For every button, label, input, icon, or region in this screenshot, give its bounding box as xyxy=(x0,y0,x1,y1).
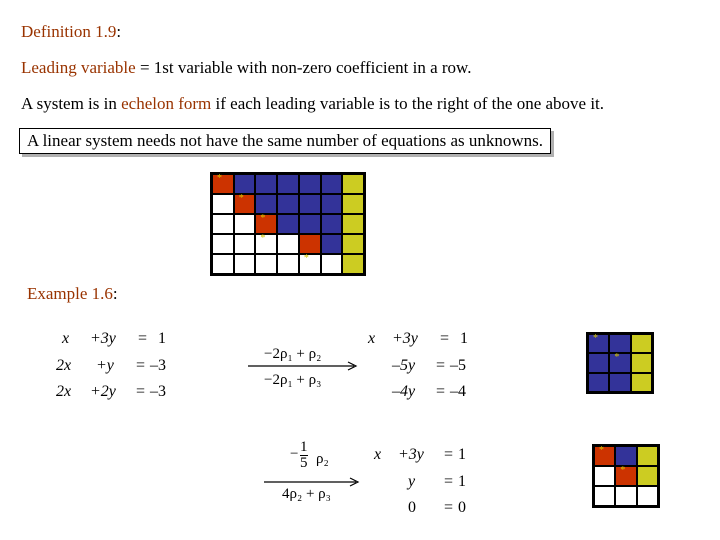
grid-cell xyxy=(609,373,630,392)
definition-heading xyxy=(21,22,121,42)
grid-cell xyxy=(342,254,364,274)
grid-cell xyxy=(609,334,630,353)
grid-cell xyxy=(212,194,234,214)
sys3-r2-eq: = xyxy=(444,473,454,490)
definition-colon: : xyxy=(116,22,122,41)
row-operation-1 xyxy=(246,346,366,392)
sys1-r1-eq: = xyxy=(138,330,148,347)
sys1-r2-rhs: –3 xyxy=(150,357,166,374)
sys1-r2-y: +y xyxy=(96,357,114,374)
grid-cell-pivot: * xyxy=(255,214,277,234)
grid-cell xyxy=(234,214,256,234)
sys3-r3-rhs: 0 xyxy=(458,499,466,516)
sys2-r2-eq: = xyxy=(436,357,446,374)
grid-cell xyxy=(637,446,658,466)
sys1-r1-rhs: 1 xyxy=(158,330,166,347)
grid-cell xyxy=(299,214,321,234)
row-operation-2 xyxy=(262,440,372,508)
sys1-r3-eq: = xyxy=(136,383,146,400)
example-colon: : xyxy=(112,284,118,303)
echelon-form-definition xyxy=(21,94,604,114)
sys1-r3-x: 2x xyxy=(56,383,72,400)
note-text: A linear system needs not have the same number of equations as unknowns. xyxy=(27,131,544,150)
grid-cell xyxy=(321,194,343,214)
grid-cell xyxy=(277,194,299,214)
grid-cell xyxy=(277,254,299,274)
sys1-r2-x: 2x xyxy=(56,357,72,374)
sys3-r3-eq: = xyxy=(444,499,454,516)
grid-cell xyxy=(615,486,636,506)
sys1-r1-y: +3y xyxy=(90,330,116,347)
sys2-r3-eq: = xyxy=(436,383,446,400)
grid-cell xyxy=(321,234,343,254)
sys1-r3-rhs: –3 xyxy=(150,383,166,400)
grid-cell xyxy=(637,466,658,486)
grid-cell xyxy=(615,446,636,466)
echelon-mini-grid-1 xyxy=(586,332,654,394)
sys2-r1-x: x xyxy=(368,330,376,347)
grid-cell xyxy=(594,486,615,506)
sys3-r2-y: y xyxy=(408,473,416,490)
sys2-r3-rhs: –4 xyxy=(450,383,466,400)
grid-cell xyxy=(342,214,364,234)
system-2 xyxy=(362,330,482,410)
grid-cell-pivot: * xyxy=(234,194,256,214)
grid-cell xyxy=(321,214,343,234)
grid-cell xyxy=(631,373,652,392)
grid-cell xyxy=(277,174,299,194)
op2-label: −2ρ₁ + ρ₃ xyxy=(264,372,322,388)
op3-sign: − xyxy=(290,446,299,462)
sys3-r1-rhs: 1 xyxy=(458,446,466,463)
example-heading xyxy=(27,284,118,304)
sys3-r1-eq: = xyxy=(444,446,454,463)
grid-cell xyxy=(234,234,256,254)
sys2-r1-y: +3y xyxy=(392,330,418,347)
system-3 xyxy=(370,446,480,526)
grid-cell xyxy=(212,214,234,234)
grid-cell xyxy=(342,174,364,194)
echelon-illustration-grid xyxy=(210,172,366,276)
grid-cell-pivot: * xyxy=(615,466,636,486)
grid-cell xyxy=(342,234,364,254)
sys2-r2-y: –5y xyxy=(392,357,416,374)
system-1 xyxy=(52,330,182,410)
op3-frac-den: 5 xyxy=(300,455,308,471)
op1-label: −2ρ₁ + ρ₂ xyxy=(264,346,322,362)
grid-cell: * xyxy=(299,254,321,274)
grid-cell xyxy=(255,174,277,194)
sys1-r1-x: x xyxy=(62,330,70,347)
sys2-r1-rhs: 1 xyxy=(460,330,468,347)
grid-cell-pivot xyxy=(299,234,321,254)
grid-cell xyxy=(588,373,609,392)
grid-cell xyxy=(212,234,234,254)
op3-frac-num: 1 xyxy=(300,439,308,455)
grid-cell-pivot: * xyxy=(588,334,609,353)
leading-variable-text: = 1st variable with non-zero coefficient in a row. xyxy=(135,58,472,77)
grid-cell xyxy=(212,254,234,274)
grid-cell-pivot: * xyxy=(609,353,630,372)
op3-fraction xyxy=(300,440,308,471)
grid-cell xyxy=(637,486,658,506)
definition-label: Definition 1.9 xyxy=(21,22,117,41)
grid-cell-pivot: * xyxy=(594,446,615,466)
echelon-mini-grid-2 xyxy=(592,444,660,508)
sys2-r2-rhs: –5 xyxy=(450,357,466,374)
op4-label: 4ρ₂ + ρ₃ xyxy=(282,486,331,502)
echelon-post-text: if each leading variable is to the right of the one above it. xyxy=(211,94,605,113)
sys2-r3-y: –4y xyxy=(392,383,416,400)
sys2-r1-eq: = xyxy=(440,330,450,347)
grid-cell xyxy=(631,353,652,372)
grid-cell-pivot: * xyxy=(212,174,234,194)
note-box xyxy=(19,128,551,154)
op3-var: ρ₂ xyxy=(316,451,329,467)
example-label: Example 1.6 xyxy=(27,284,113,303)
grid-cell xyxy=(321,174,343,194)
sys3-r3-lhs: 0 xyxy=(408,499,416,516)
grid-cell xyxy=(255,194,277,214)
grid-cell xyxy=(594,466,615,486)
grid-cell xyxy=(277,214,299,234)
grid-cell xyxy=(299,174,321,194)
grid-cell xyxy=(299,194,321,214)
grid-cell xyxy=(255,254,277,274)
grid-cell xyxy=(234,254,256,274)
arrow-right-icon xyxy=(246,360,361,372)
leading-variable-definition xyxy=(21,58,471,78)
echelon-form-term: echelon form xyxy=(121,94,212,113)
sys3-r1-x: x xyxy=(374,446,382,463)
grid-cell xyxy=(321,254,343,274)
sys3-r2-rhs: 1 xyxy=(458,473,466,490)
leading-variable-term: Leading variable xyxy=(21,58,136,77)
sys3-r1-y: +3y xyxy=(398,446,424,463)
grid-cell xyxy=(588,353,609,372)
grid-cell xyxy=(234,174,256,194)
sys1-r2-eq: = xyxy=(136,357,146,374)
sys1-r3-y: +2y xyxy=(90,383,116,400)
grid-cell xyxy=(277,234,299,254)
grid-cell: * xyxy=(255,234,277,254)
echelon-pre-text: A system is in xyxy=(21,94,122,113)
grid-cell xyxy=(631,334,652,353)
grid-cell xyxy=(342,194,364,214)
